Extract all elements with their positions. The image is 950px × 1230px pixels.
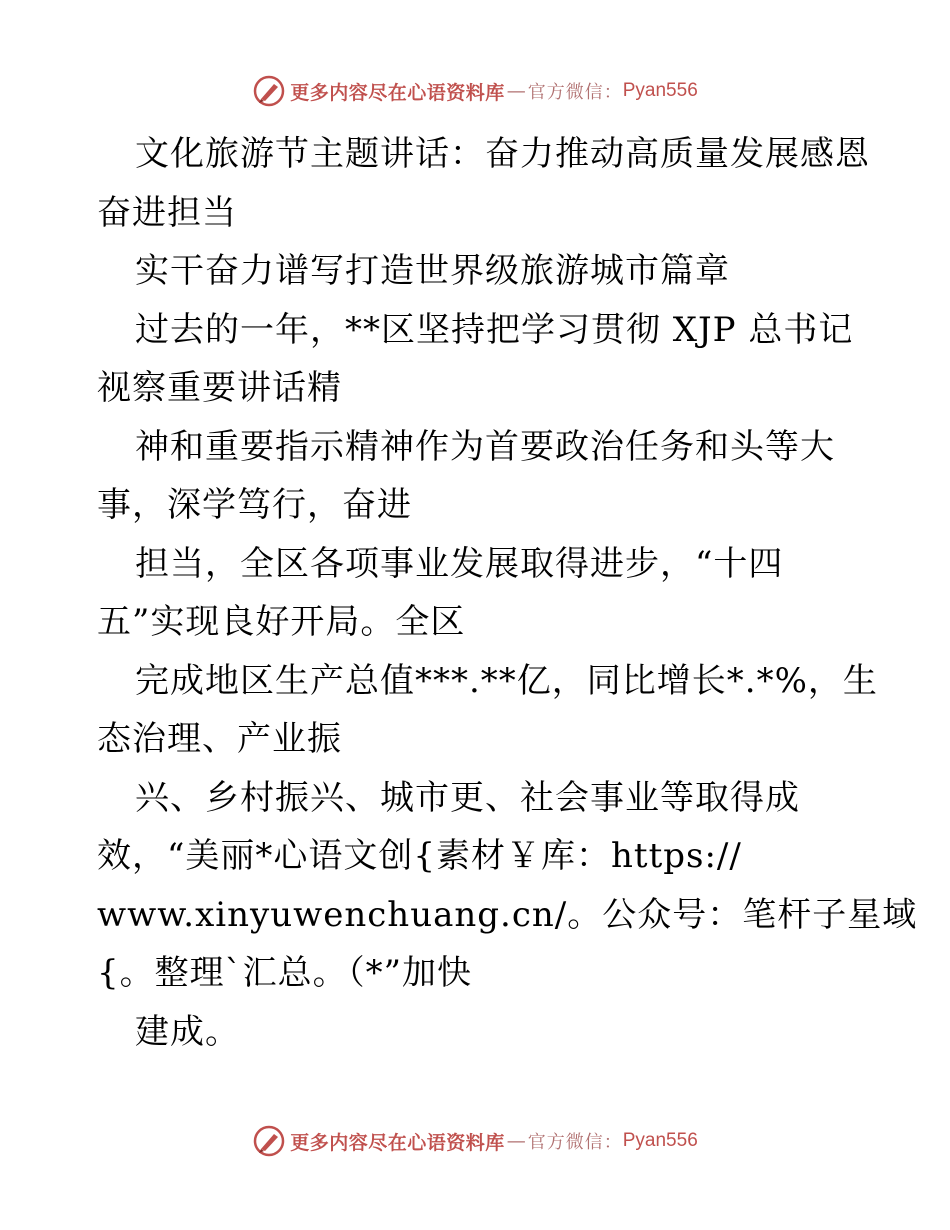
body-line: {。整理`汇总。（*”加快 — [97, 953, 473, 993]
body-line: 五”实现良好开局。全区 — [97, 602, 466, 642]
document-body — [97, 125, 918, 1061]
wechat-label: 官方微信： — [527, 1132, 623, 1153]
body-line: 奋进担当 — [97, 192, 237, 233]
wechat-id: Pyan556 — [622, 1130, 698, 1151]
brand-text: 更多内容尽在心语资料库 — [290, 81, 505, 104]
body-line: 态治理、产业振 — [97, 719, 342, 759]
body-line: 事，深学笃行，奋进 — [97, 485, 412, 525]
pen-logo-icon — [252, 74, 286, 108]
body-line: 担当，全区各项事业发展取得进步，“十四 — [135, 543, 784, 584]
header-banner — [0, 71, 950, 111]
banner-separator: — — [506, 80, 526, 102]
banner-separator: — — [506, 1130, 526, 1152]
body-line: 完成地区生产总值***.**亿，同比增长*.*%，生 — [135, 660, 878, 701]
body-line: 视察重要讲话精 — [97, 368, 342, 408]
body-line: 神和重要指示精神作为首要政治任务和头等大 — [135, 426, 835, 467]
body-line: 建成。 — [135, 1011, 240, 1052]
body-line: 效，“美丽*心语文创{素材￥库：https:// — [97, 836, 742, 876]
body-line: 过去的一年，**区坚持把学习贯彻 XJP 总书记 — [135, 309, 854, 350]
body-line: 实干奋力谱写打造世界级旅游城市篇章 — [135, 251, 730, 291]
body-line: 文化旅游节主题讲话：奋力推动高质量发展感恩 — [135, 134, 870, 174]
brand-text: 更多内容尽在心语资料库 — [290, 1131, 505, 1154]
wechat-label: 官方微信： — [527, 82, 623, 103]
footer-banner — [0, 1121, 950, 1161]
body-line: www.xinyuwenchuang.cn/。公众号：笔杆子星域 — [97, 894, 918, 935]
wechat-id: Pyan556 — [622, 80, 698, 101]
body-line: 兴、乡村振兴、城市更、社会事业等取得成 — [135, 777, 800, 818]
pen-logo-icon — [252, 1124, 286, 1158]
